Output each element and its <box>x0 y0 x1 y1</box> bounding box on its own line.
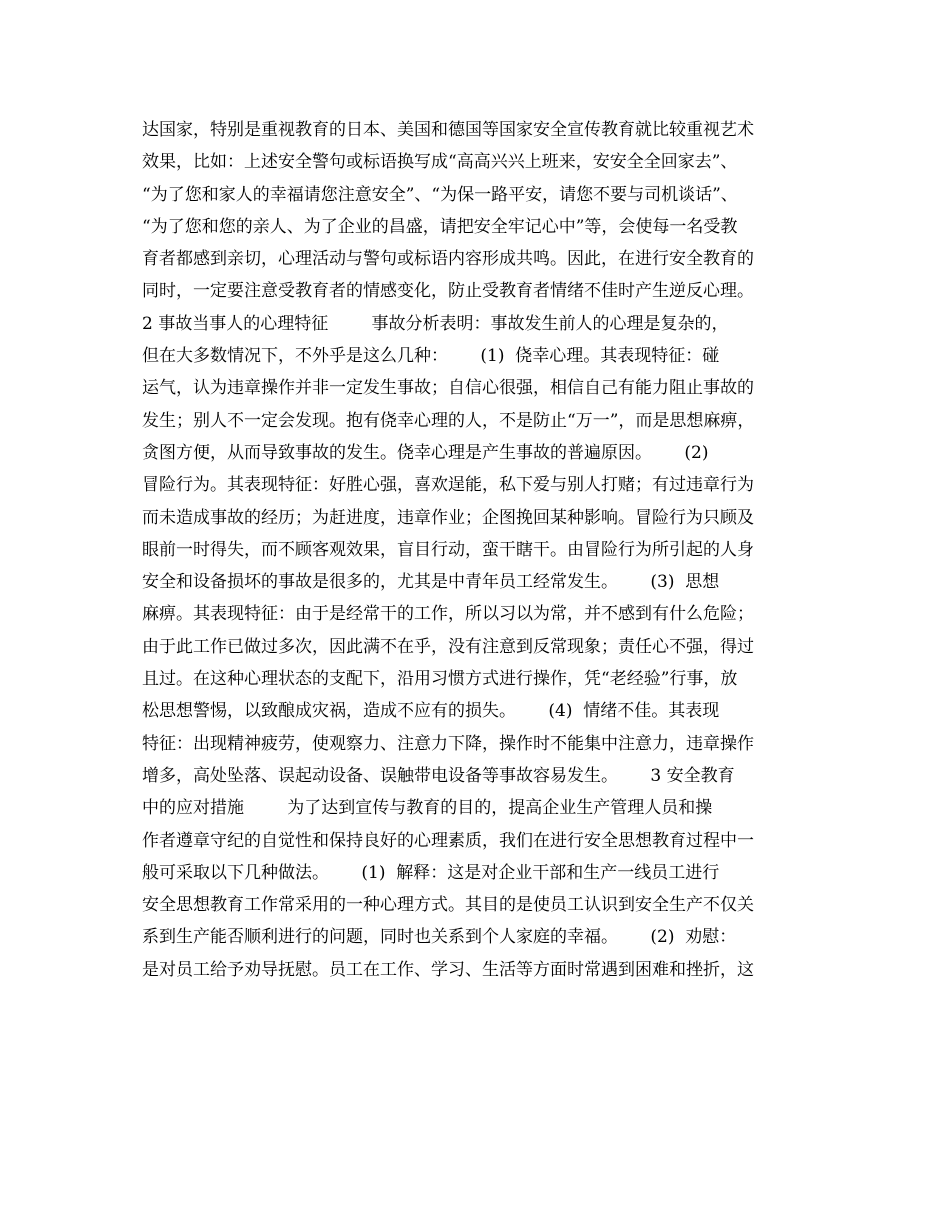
text-line: 发生；别人不一定会发现。抱有侥幸心理的人，不是防止“万一”，而是思想麻痹， <box>142 410 755 431</box>
text-line: 是对员工给予劝导抚慰。员工在工作、学习、生活等方面时常遇到困难和挫折，这 <box>142 959 754 980</box>
text-line: “为了您和您的亲人、为了企业的昌盛，请把安全牢记心中”等，会使每一名受教 <box>142 216 738 237</box>
text-line: 松思想警惕，以致酿成灾祸，造成不应有的损失。 (4) 情绪不佳。其表现 <box>142 701 720 722</box>
text-line: 同时，一定要注意受教育者的情感变化，防止受教育者情绪不佳时产生逆反心理。 <box>142 281 754 302</box>
text-line: 而未造成事故的经历；为赶进度，违章作业；企图挽回某种影响。冒险行为只顾及 <box>142 507 754 528</box>
text-line: 眼前一时得失，而不顾客观效果，盲目行动，蛮干瞎干。由冒险行为所引起的人身 <box>142 539 754 560</box>
text-line: 效果，比如：上述安全警句或标语换写成“高高兴兴上班来，安安全全回家去”、 <box>142 152 738 173</box>
text-line: 且过。在这种心理状态的支配下，沿用习惯方式进行操作，凭“老经验”行事，放 <box>142 669 738 690</box>
text-line: 安全和设备损坏的事故是很多的，尤其是中青年员工经常发生。 (3) 思想 <box>142 572 720 593</box>
text-line: 般可采取以下几种做法。 (1) 解释：这是对企业干部和生产一线员工进行 <box>142 862 720 883</box>
text-line: 贪图方便，从而导致事故的发生。侥幸心理是产生事故的普遍原因。 (2) <box>142 442 709 463</box>
text-line: 特征：出现精神疲劳，使观察力、注意力下降，操作时不能集中注意力，违章操作 <box>142 733 754 754</box>
text-line: 安全思想教育工作常采用的一种心理方式。其目的是使员工认识到安全生产不仅关 <box>142 895 754 916</box>
text-line: “为了您和家人的幸福请您注意安全”、“为保一路平安，请您不要与司机谈话”、 <box>142 184 738 205</box>
text-line: 育者都感到亲切，心理活动与警句或标语内容形成共鸣。因此，在进行安全教育的 <box>142 249 754 270</box>
text-line: 系到生产能否顺利进行的问题，同时也关系到个人家庭的幸福。 (2) 劝慰： <box>142 927 737 948</box>
text-line: 达国家，特别是重视教育的日本、美国和德国等国家安全宣传教育就比较重视艺术 <box>142 120 754 140</box>
text-line: 但在大多数情况下，不外乎是这么几种： (1) 侥幸心理。其表现特征：碰 <box>142 346 720 367</box>
text-line: 作者遵章守纪的自觉性和保持良好的心理素质，我们在进行安全思想教育过程中一 <box>142 830 754 851</box>
text-line: 由于此工作已做过多次，因此满不在乎，没有注意到反常现象；责任心不强，得过 <box>142 636 754 657</box>
text-line: 运气，认为违章操作并非一定发生事故；自信心很强，相信自己有能力阻止事故的 <box>142 378 754 399</box>
section-heading-line: 2 事故当事人的心理特征 事故分析表明：事故发生前人的心理是复杂的， <box>142 313 729 334</box>
text-line: 麻痹。其表现特征：由于是经常干的工作，所以习以为常，并不感到有什么危险； <box>142 604 754 625</box>
text-line: 中的应对措施 为了达到宣传与教育的目的，提高企业生产管理人员和操 <box>142 798 713 819</box>
body-text <box>142 114 822 986</box>
section-heading-line: 增多，高处坠落、误起动设备、误触带电设备等事故容易发生。 3 安全教育 <box>142 765 735 786</box>
text-line: 冒险行为。其表现特征：好胜心强，喜欢逞能，私下爱与别人打赌；有过违章行为 <box>142 475 754 496</box>
